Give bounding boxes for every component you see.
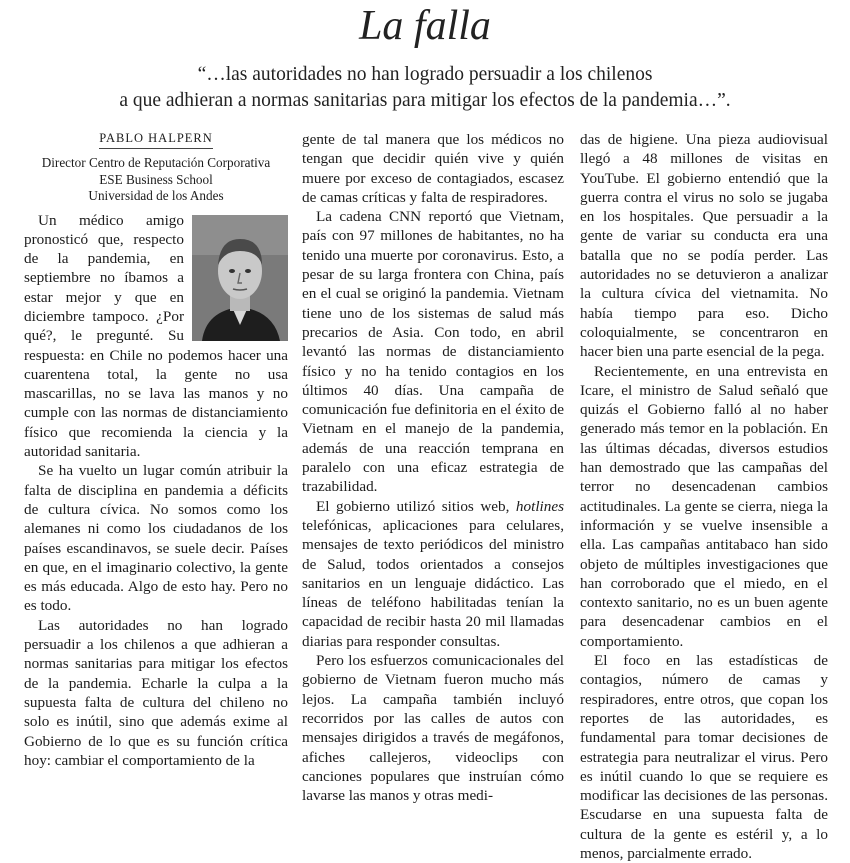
author-role-line-3: Universidad de los Andes: [88, 188, 224, 203]
paragraph: El foco en las estadísticas de contagios, número de camas y respiradores, entre otros, que copan los reportes de las autoridades, es fundamental para tomar decisiones de estrategia para neutralizar el virus. Pero es inútil cuando lo que se requiere es modificar las decisiones de las personas. Escudarse en una supuesta falta de cultura de la gente es estéril y, a lo menos, parcialmente errado.: [580, 652, 828, 862]
paragraph: Se ha vuelto un lugar común atribuir la falta de disciplina en pandemia a déficits de cultura cívica. No somos como los alemanes ni como los ciudadanos de los países escandinavos, se suele decir. Países en que, en el imaginario colectivo, la gente es más educada. Algo de esto hay. Pero no es todo.: [24, 462, 288, 615]
lead-line-2: a que adhieran a normas sanitarias para mitigar los efectos de la pandemia…”.: [119, 90, 731, 111]
author-portrait-photo: [192, 215, 288, 341]
article-column-3: [580, 130, 828, 863]
article-column-1: [24, 128, 288, 770]
author-role-line-2: ESE Business School: [99, 171, 213, 187]
author-role-line-1: Director Centro de Reputación Corporativa: [41, 155, 271, 170]
paragraph: El gobierno utilizó sitios web, hotlines telefónicas, aplicaciones para celulares, mensajes de texto periódicos del ministro de Salud, todos orientados a consejos sanitarios en un lenguaje didáctico. Las líneas de teléfono habilitadas tenían la capacidad de recibir hasta 20 mil llamadas diarias para responder consultas.: [302, 497, 564, 650]
portrait-icon: [192, 215, 288, 341]
byline: [24, 128, 288, 205]
paragraph: Las autoridades no han logrado persuadir a los chilenos a que adhieran a normas sanitarias para mitigar los efectos de la pandemia. Echarle la culpa a la supuesta falta de cultura del chileno no solo es inútil, sino que además exime al Gobierno de lo que es su función crítica hoy: cambiar el comportamiento de la: [24, 616, 288, 769]
article-title: La falla: [359, 3, 491, 49]
author-role: [24, 155, 288, 205]
emphasis-hotlines: hotlines: [515, 497, 564, 515]
paragraph: gente de tal manera que los médicos no tengan que decidir quién vive y quién muere por exceso de contagiados, escasez de camas críticas y falta de respiradores.: [302, 131, 564, 206]
paragraph: Un médico amigo pronosticó que, respecto de la pandemia, en septiembre no íbamos a estar mejor y que en diciembre tampoco. ¿Por qué?, le pregunté. Su respuesta: en Chile no podemos hacer una cuarentena total, la gente no usa mascarillas, no se lava las manos y no cumple con las normas de distanciamiento físico que recomienda la ciencia y la autoridad sanitaria.: [24, 211, 288, 461]
paragraph: La cadena CNN reportó que Vietnam, país con 97 millones de habitantes, no ha tenido una muerte por coronavirus. Esto, a pesar de su larga frontera con China, país en el cual se originó la pandemia. Vietnam tiene uno de los sistemas de salud más precarios de Asia. Con todo, en abril levantó las normas de distanciamiento físico y no ha tenido contagios en los últimos 40 días. Una campaña de comunicación fue definitoria en el éxito de Vietnam en el manejo de la pandemia, además de una reacción temprana en paralelo con una eficaz estrategia de trazabilidad.: [302, 208, 564, 496]
paragraph: Recientemente, en una entrevista en Icare, el ministro de Salud señaló que quizás el Gobierno falló al no haber generado más temor en la población. En las últimas décadas, diversos estudios han demostrado que las campañas del terror no desencadenan cambios actitudinales. La gente se cierra, niega la información y se vuelve insensible a ella. Las campañas antitabaco han sido objeto de múltiples investigaciones que han corroborado que el miedo, en el contexto sanitario, no es un buen agente para desencadenar cambios en el comportamiento.: [580, 362, 828, 650]
article-lead-quote: [60, 62, 790, 114]
article-column-2: [302, 130, 564, 805]
paragraph: Pero los esfuerzos comunicacionales del gobierno de Vietnam fueron mucho más lejos. La campaña también incluyó recorridos por las calles de autos con mensajes dirigidos a través de megáfonos, afiches callejeros, videoclips con canciones populares que instruían cómo lavarse las manos y otras medi-: [302, 652, 564, 805]
paragraph: das de higiene. Una pieza audiovisual llegó a 48 millones de visitas en YouTube. El gobierno entendió que la guerra contra el virus no solo se jugaba en los hospitales. Que persuadir a la gente de variar su conducta era una batalla que no se podía perder. Las autoridades no se detuvieron a analizar la cultura cívica del vietnamita. No había tiempo para eso. Dicho coloquialmente, se concentraron en hacer bien una parte esencial de la pega.: [580, 131, 828, 361]
author-name: PABLO HALPERN: [99, 130, 213, 149]
lead-line-1: “…las autoridades no han logrado persuadir a los chilenos: [197, 64, 653, 85]
